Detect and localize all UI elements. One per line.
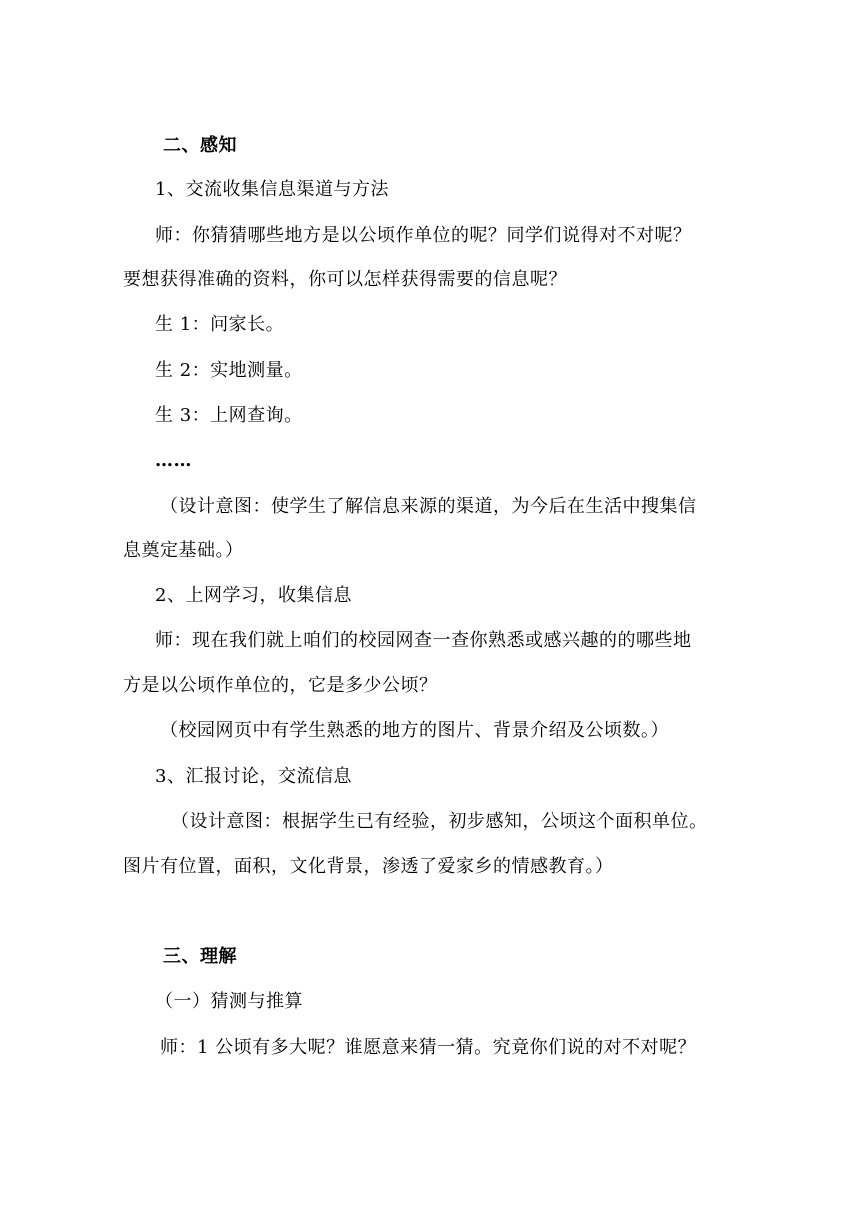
design-intent-1-line-2: 息奠定基础。） — [123, 540, 244, 561]
subheading-1: 1、交流收集信息渠道与方法 — [155, 179, 389, 200]
subheading-guess-and-estimate: （一）猜测与推算 — [155, 991, 303, 1012]
note-campus-webpage: （校园网页中有学生熟悉的地方的图片、背景介绍及公顷数。） — [160, 720, 669, 741]
student-answer-1: 生 1：问家长。 — [155, 314, 285, 335]
design-intent-2-line-1: （设计意图：根据学生已有经验，初步感知，公顷这个面积单位。 — [171, 811, 708, 832]
ellipsis: …… — [155, 450, 192, 471]
teacher-instruction-line-2: 方是以公顷作单位的，它是多少公顷？ — [123, 675, 438, 696]
teacher-question-hectare: 师：1 公顷有多大呢？谁愿意来猜一猜。究竟你们说的对不对呢？ — [160, 1037, 697, 1058]
section-heading-understanding: 三、理解 — [163, 946, 237, 967]
teacher-question-line-1: 师：你猜猜哪些地方是以公顷作单位的呢？同学们说得对不对呢？ — [155, 225, 692, 246]
subheading-2: 2、上网学习，收集信息 — [155, 585, 352, 606]
teacher-question-line-2: 要想获得准确的资料，你可以怎样获得需要的信息呢？ — [123, 269, 567, 290]
section-heading-perception: 二、感知 — [163, 135, 237, 156]
teacher-instruction-line-1: 师：现在我们就上咱们的校园网查一查你熟悉或感兴趣的的哪些地 — [155, 630, 692, 651]
student-answer-3: 生 3：上网查询。 — [155, 405, 303, 426]
design-intent-1-line-1: （设计意图：使学生了解信息来源的渠道，为今后在生活中搜集信 — [160, 496, 697, 517]
student-answer-2: 生 2：实地测量。 — [155, 360, 303, 381]
subheading-3: 3、汇报讨论，交流信息 — [155, 766, 352, 787]
design-intent-2-line-2: 图片有位置，面积，文化背景，渗透了爱家乡的情感教育。） — [123, 856, 614, 877]
